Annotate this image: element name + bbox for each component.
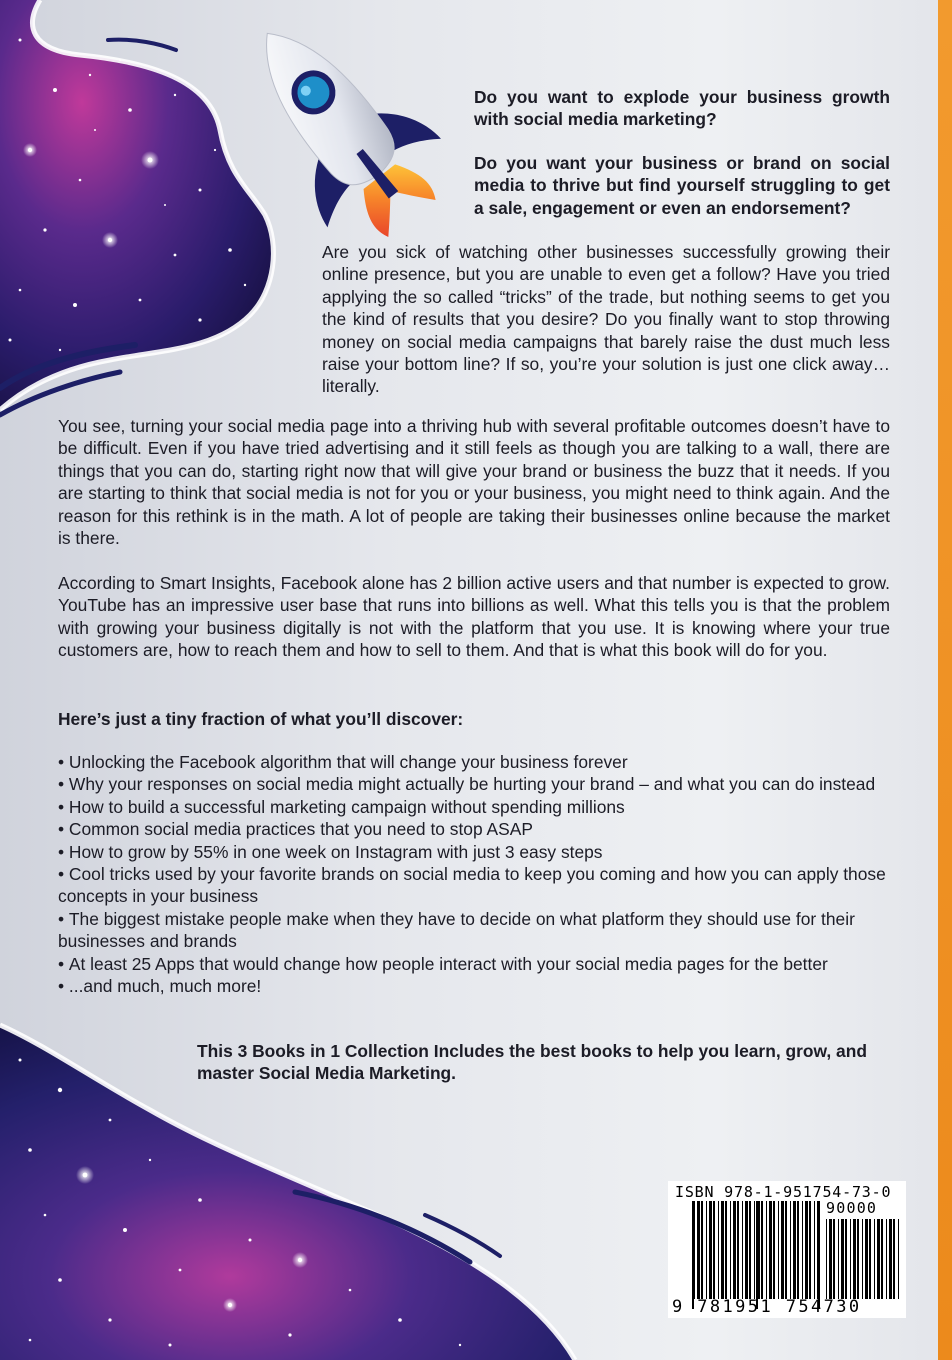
body-paragraph: According to Smart Insights, Facebook alone has 2 billion active users and that number is expected to grow. YouTube has an impressive user base that runs into billions as well. What this tells you is that the problem with growing your business digitally is not with the platform that you use. It is knowing where your true customers are, how to reach them and how to sell to them. And that is what this book will do for you. <box>58 573 890 661</box>
bullet-item: • Cool tricks used by your favorite brands on social media to keep you coming and how you can apply those concepts in your business <box>58 863 908 908</box>
top-space-swoosh <box>0 0 273 410</box>
bullet-item: • How to grow by 55% in one week on Instagram with just 3 easy steps <box>58 841 908 863</box>
star-glow <box>102 232 118 248</box>
price-code: 90000 <box>826 1199 878 1217</box>
bullet-item: • The biggest mistake people make when they have to decide on what platform they should use for their businesses and brands <box>58 908 908 953</box>
bullet-item: • Why your responses on social media might actually be hurting your brand – and what you can do instead <box>58 773 908 795</box>
isbn-barcode <box>668 1181 906 1318</box>
bullet-item: • Unlocking the Facebook algorithm that will change your business forever <box>58 751 908 773</box>
bullet-item: • How to build a successful marketing campaign without spending millions <box>58 796 908 818</box>
isbn-label: ISBN 978-1-951754-73-0 <box>675 1183 892 1201</box>
collection-note: This 3 Books in 1 Collection Includes the best books to help you learn, grow, and master Social Media Marketing. <box>197 1041 867 1084</box>
star-glow <box>76 1166 94 1184</box>
star-glow <box>292 1252 308 1268</box>
ean-digits: 9 781951 754730 <box>672 1297 862 1317</box>
headline-question-1: Do you want to explode your business growth with social media marketing? <box>474 87 890 130</box>
star-glow <box>23 143 37 157</box>
intro-paragraph: Are you sick of watching other businesses successfully growing their online presence, but you are unable to even get a follow? Have you tried applying the so called “tricks” of the trade, but nothing seems to get you the kind of results that you desire? Do you finally want to stop throwing money on social media campaigns that barely raise the dust much less raise your bottom line? If so, you’re your solution is just one click away…literally. <box>322 242 890 397</box>
star-glow <box>223 1298 237 1312</box>
spine-accent-strip <box>938 0 952 1360</box>
bullet-item: • Common social media practices that you need to stop ASAP <box>58 818 908 840</box>
bullet-item: • At least 25 Apps that would change how people interact with your social media pages for the better <box>58 953 908 975</box>
star-glow <box>141 151 159 169</box>
swoosh-stripe-3 <box>108 40 176 50</box>
headline-question-2: Do you want your business or brand on social media to thrive but find yourself struggling to get a sale, engagement or even an endorsement? <box>474 153 890 218</box>
bullet-item: • ...and much, much more! <box>58 975 908 997</box>
discover-heading: Here’s just a tiny fraction of what you’ll discover: <box>58 709 464 729</box>
discover-bullet-list <box>58 751 908 997</box>
body-paragraph: You see, turning your social media page into a thriving hub with several profitable outcomes doesn’t have to be difficult. Even if you have tried advertising and it still feels as though you are talking to a wall, there are things that you can do, starting right now that will give your brand or business the buzz that it needs. If you are starting to think that social media is not for you or your business, you might need to think again. And the reason for this rethink is in the math. A lot of people are taking their businesses online because the market is there. <box>58 416 890 549</box>
